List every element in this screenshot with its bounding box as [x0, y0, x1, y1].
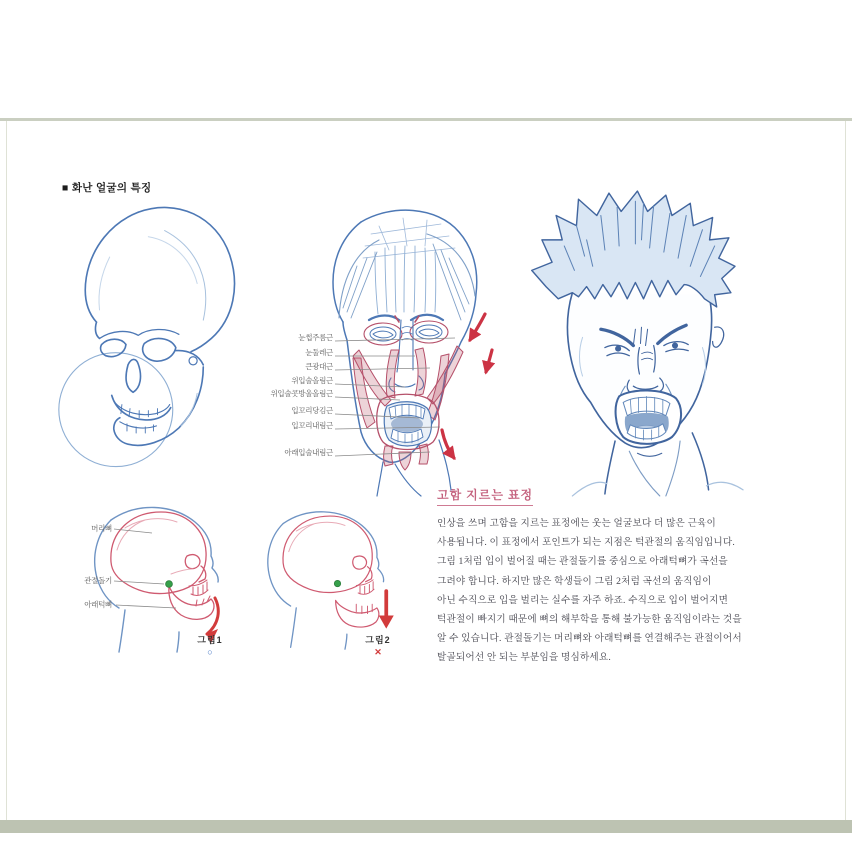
- jaw-diagram-label: 관절돌기: [84, 576, 112, 585]
- angry-face-illustration: [515, 185, 770, 500]
- article-line: 인상을 쓰며 고함을 지르는 표정에는 웃는 얼굴보다 더 많은 근육이: [437, 518, 717, 529]
- article-line: 아닌 수직으로 입을 벌리는 실수를 자주 하죠. 수직으로 입이 벌어지면: [437, 594, 729, 606]
- figure1-caption: [188, 633, 232, 657]
- muscle-label: 위입술올림근: [291, 376, 333, 385]
- article-line: 턱관절이 빠지기 때문에 뼈의 해부학을 통해 불가능한 움직임이라는 것을: [437, 614, 742, 626]
- jaw-diagram-label: 아래턱뼈: [84, 600, 112, 609]
- section-header: ■ 화난 얼굴의 특징: [62, 182, 152, 194]
- temporalis-fibers: [339, 234, 475, 320]
- article-line: 그려야 합니다. 하지만 많은 학생들이 그림 2처럼 곡선의 움직임이: [437, 575, 712, 587]
- muscle-label: 입꼬리내림근: [291, 421, 333, 430]
- article: [437, 486, 757, 668]
- muscle-label: 눈둘레근: [305, 348, 333, 357]
- condyle-joint-dot: [166, 581, 173, 588]
- page-frame-bottom: [0, 820, 852, 833]
- frontalis-fibers: [375, 246, 436, 314]
- figure1-caption-text: 그림1: [197, 635, 223, 645]
- article-line: 탈골되어선 안 되는 부분임을 명심하세요.: [437, 652, 611, 664]
- article-body: [437, 514, 757, 668]
- muscle-label: 위입술콧방울올림근: [270, 389, 333, 398]
- figure2-caption: [356, 633, 400, 658]
- correct-mark: ○: [207, 647, 213, 657]
- skull-front-illustration: [50, 196, 265, 491]
- muscle-label: 아래입술내림근: [284, 448, 333, 457]
- muscle-label: 입꼬리당김근: [291, 406, 333, 415]
- muscle-label: 눈썹주름근: [298, 333, 333, 342]
- muscle-label: 큰광대근: [305, 362, 333, 371]
- article-line: 그림 1처럼 입이 벌어질 때는 관절돌기를 중심으로 아래턱뼈가 곡선을: [437, 556, 728, 568]
- jaw-drop-arrow: [379, 591, 394, 629]
- wrong-mark: ✕: [374, 647, 382, 657]
- page-frame-top: [0, 118, 852, 121]
- article-title: 고함 지르는 표정: [437, 486, 533, 506]
- article-line: 알 수 있습니다. 관절돌기는 머리뼈와 아래턱뼈를 연결해주는 관절이어서: [437, 633, 742, 645]
- article-line: 사용됩니다. 이 표정에서 포인트가 되는 지점은 턱관절의 움직임입니다.: [437, 537, 735, 549]
- figure2-caption-text: 그림2: [365, 635, 391, 645]
- page-frame-left: [6, 121, 7, 820]
- condyle-joint-dot: [334, 580, 340, 586]
- page-frame-right: [845, 121, 846, 820]
- jaw-diagram-label: 머리뼈: [91, 524, 112, 533]
